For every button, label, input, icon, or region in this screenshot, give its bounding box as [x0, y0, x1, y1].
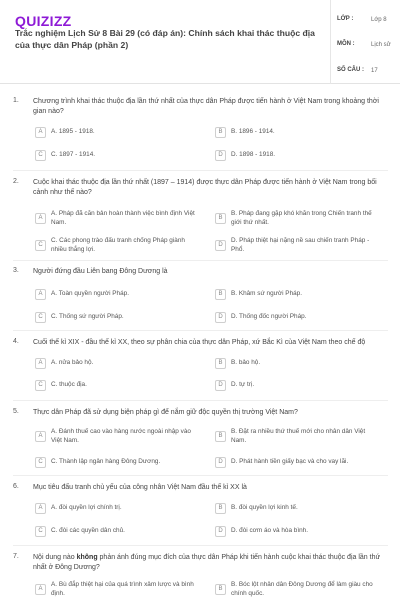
question-divider — [13, 475, 388, 476]
question-divider — [13, 545, 388, 546]
class-label: LỚP : — [337, 16, 354, 22]
question-text: Mục tiêu đấu tranh chủ yếu của công nhân Việt Nam đầu thế kỉ XX là — [33, 484, 247, 491]
question-number: 4. — [13, 338, 19, 345]
question-number: 5. — [13, 408, 19, 415]
quizizz-logo[interactable]: QUIZIZZ — [15, 13, 72, 29]
worksheet-header — [0, 0, 400, 84]
question-text: Chương trình khai thác thuộc địa lần thứ nhất của thực dân Pháp được tiến hành ở Việt Nam trong khoảng thời gian nào? — [33, 98, 379, 115]
question-text: Nội dung nào không phản ánh đúng mục đích của thực dân Pháp khi tiến hành cuộc khai thác thuộc địa lần thứ nhất ở Đông Dương? — [33, 554, 381, 571]
question-text: Cuộc khai thác thuộc địa lần thứ nhất (1897 – 1914) được thực dân Pháp được tiến hành ở Việt Nam trong bối cảnh như thế nào? — [33, 179, 377, 196]
subject-value: Lịch sử — [371, 42, 391, 48]
question-number: 2. — [13, 178, 19, 185]
question-divider — [13, 260, 388, 261]
question-divider — [13, 330, 388, 331]
question-divider — [13, 400, 388, 401]
worksheet-title: Trắc nghiệm Lịch Sử 8 Bài 29 (có đáp án): Chính sách khai thác thuộc địa của thực dân Pháp (phần 2) — [15, 28, 315, 50]
emphasis-not: không — [76, 554, 98, 561]
count-label: SỐ CÂU : — [337, 67, 364, 73]
question-text: Cuối thế kỉ XIX - đầu thế kỉ XX, theo sự phân chia của thực dân Pháp, xứ Bắc Kì của Việt Nam theo chế độ — [33, 339, 366, 346]
question-number: 6. — [13, 483, 19, 490]
question-text: Thực dân Pháp đã sử dụng biện pháp gì để nắm giữ độc quyền thị trường Việt Nam? — [33, 409, 298, 416]
question-divider — [13, 170, 388, 171]
question-number: 3. — [13, 267, 19, 274]
question-number: 7. — [13, 553, 19, 560]
class-value: Lớp 8 — [371, 17, 387, 23]
question-text: Người đứng đầu Liên bang Đông Dương là — [33, 268, 168, 275]
subject-label: MÔN : — [337, 41, 355, 47]
meta-divider — [330, 0, 331, 84]
question-number: 1. — [13, 97, 19, 104]
count-value: 17 — [371, 68, 378, 74]
